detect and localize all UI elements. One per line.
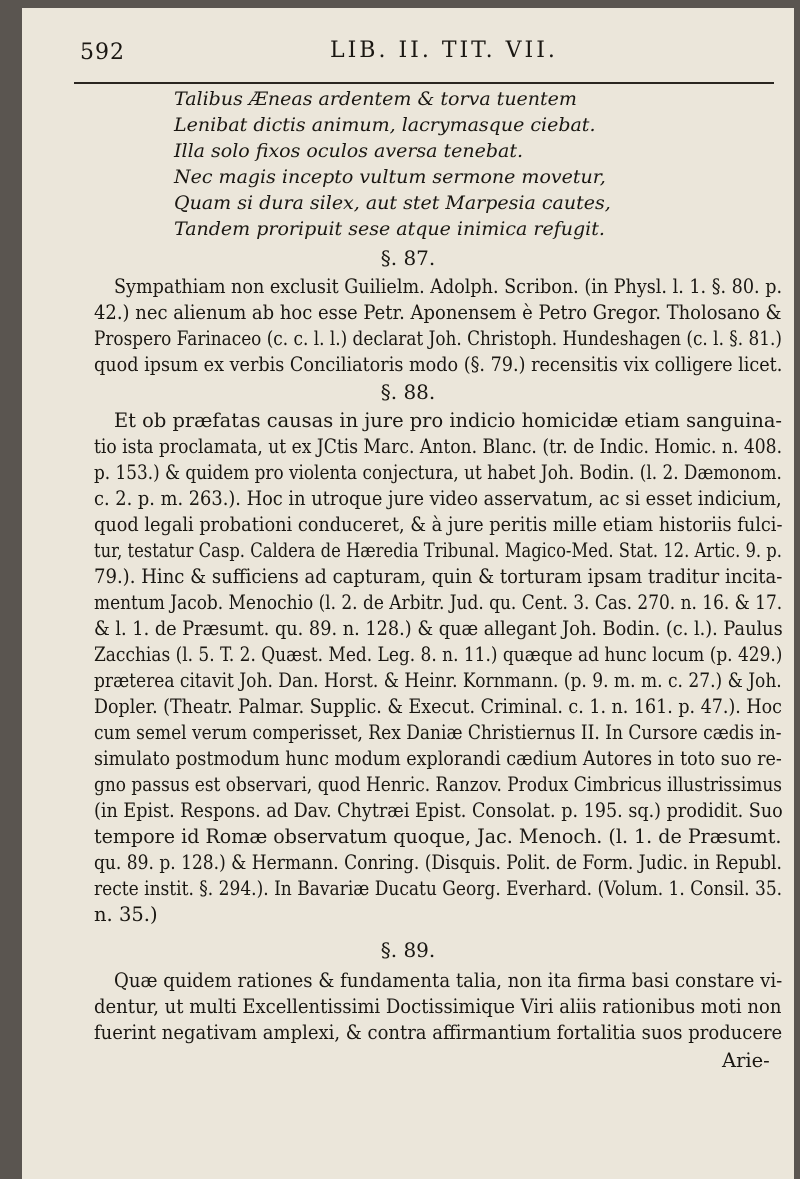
text-line: simulato postmodum hunc modum explorandi cædium Autores in toto suo re- bbox=[94, 747, 782, 770]
text-line: 79.). Hinc & sufficiens ad capturam, quin & torturam ipsam traditur incita- bbox=[94, 565, 783, 588]
text-line: quod legali probationi conduceret, & à jure peritis mille etiam historiis fulci- bbox=[94, 513, 783, 536]
section-heading-89: §. 89. bbox=[380, 938, 436, 962]
text-line: Zacchias (l. 5. T. 2. Quæst. Med. Leg. 8. n. 11.) quæque ad hunc locum (p. 429.) bbox=[94, 643, 783, 666]
text-line: (in Epist. Respons. ad Dav. Chytræi Epist. Consolat. p. 195. sq.) prodidit. Suo bbox=[94, 799, 783, 822]
section-heading-88: §. 88. bbox=[380, 380, 436, 404]
verse-line: Quam si dura silex, aut stet Marpesia cautes, bbox=[174, 192, 611, 214]
text-line: præterea citavit Joh. Dan. Horst. & Heinr. Kornmann. (p. 9. m. m. c. 27.) & Joh. bbox=[94, 669, 782, 692]
verse-line: Illa solo fixos oculos aversa tenebat. bbox=[174, 140, 524, 162]
section-heading-87: §. 87. bbox=[380, 246, 436, 270]
page-number: 592 bbox=[80, 40, 125, 65]
text-line: Sympathiam non exclusit Guilielm. Adolph. Scribon. (in Physl. l. 1. §. 80. p. bbox=[114, 275, 783, 298]
text-line: 42.) nec alienum ab hoc esse Petr. Aponensem è Petro Gregor. Tholosano & bbox=[94, 301, 782, 324]
text-line: tio ista proclamata, ut ex JCtis Marc. Anton. Blanc. (tr. de Indic. Homic. n. 408. bbox=[94, 435, 783, 458]
text-line: quod ipsum ex verbis Conciliatoris modo (§. 79.) recensitis vix colligere licet. bbox=[94, 353, 783, 376]
book-page bbox=[22, 8, 794, 1179]
text-line: qu. 89. p. 128.) & Hermann. Conring. (Disquis. Polit. de Form. Judic. in Republ. bbox=[94, 851, 782, 874]
text-line: dentur, ut multi Excellentissimi Doctissimique Viri aliis rationibus moti non bbox=[94, 995, 782, 1018]
text-line: Et ob præfatas causas in jure pro indicio homicidæ etiam sanguina- bbox=[114, 409, 782, 432]
text-line: n. 35.) bbox=[94, 903, 158, 926]
text-line: tempore id Romæ observatum quoque, Jac. Menoch. (l. 1. de Præsumt. bbox=[94, 825, 782, 848]
header-rule bbox=[74, 82, 774, 84]
text-line: & l. 1. de Præsumt. qu. 89. n. 128.) & quæ allegant Joh. Bodin. (c. l.). Paulus bbox=[94, 617, 783, 640]
text-line: mentum Jacob. Menochio (l. 2. de Arbitr. Jud. qu. Cent. 3. Cas. 270. n. 16. & 17. bbox=[94, 591, 783, 614]
verse-line: Lenibat dictis animum, lacrymasque ciebat. bbox=[174, 114, 596, 136]
text-line: cum semel verum comperisset, Rex Daniæ Christiernus II. In Cursore cædis in- bbox=[94, 721, 782, 744]
verse-line: Tandem proripuit sese atque inimica refugit. bbox=[174, 218, 605, 240]
text-line: c. 2. p. m. 263.). Hoc in utroque jure video asservatum, ac si esset indicium, bbox=[94, 487, 782, 510]
verse-line: Talibus Æneas ardentem & torva tuentem bbox=[174, 88, 577, 110]
text-line: Quæ quidem rationes & fundamenta talia, non ita firma basi constare vi- bbox=[114, 969, 783, 992]
text-line: Dopler. (Theatr. Palmar. Supplic. & Execut. Criminal. c. 1. n. 161. p. 47.). Hoc bbox=[94, 695, 782, 718]
verse-line: Nec magis incepto vultum sermone movetur, bbox=[174, 166, 606, 188]
running-title: LIB. II. TIT. VII. bbox=[330, 38, 558, 63]
text-line: fuerint negativam amplexi, & contra affirmantium fortalitia suos producere bbox=[94, 1021, 783, 1044]
text-line: tur, testatur Casp. Caldera de Hæredia Tribunal. Magico-Med. Stat. 12. Artic. 9. p. bbox=[94, 539, 782, 562]
text-line: Prospero Farinaceo (c. c. l. l.) declarat Joh. Christoph. Hundeshagen (c. l. §. 81.) bbox=[94, 327, 782, 350]
page-header bbox=[80, 36, 780, 76]
catchword: Arie- bbox=[722, 1049, 770, 1072]
text-line: p. 153.) & quidem pro violenta conjectura, ut habet Joh. Bodin. (l. 2. Dæmonom. bbox=[94, 461, 782, 484]
text-line: recte instit. §. 294.). In Bavariæ Ducatu Georg. Everhard. (Volum. 1. Consil. 35. bbox=[94, 877, 783, 900]
text-line: gno passus est observari, quod Henric. Ranzov. Produx Cimbricus illustrissimus bbox=[94, 773, 782, 796]
